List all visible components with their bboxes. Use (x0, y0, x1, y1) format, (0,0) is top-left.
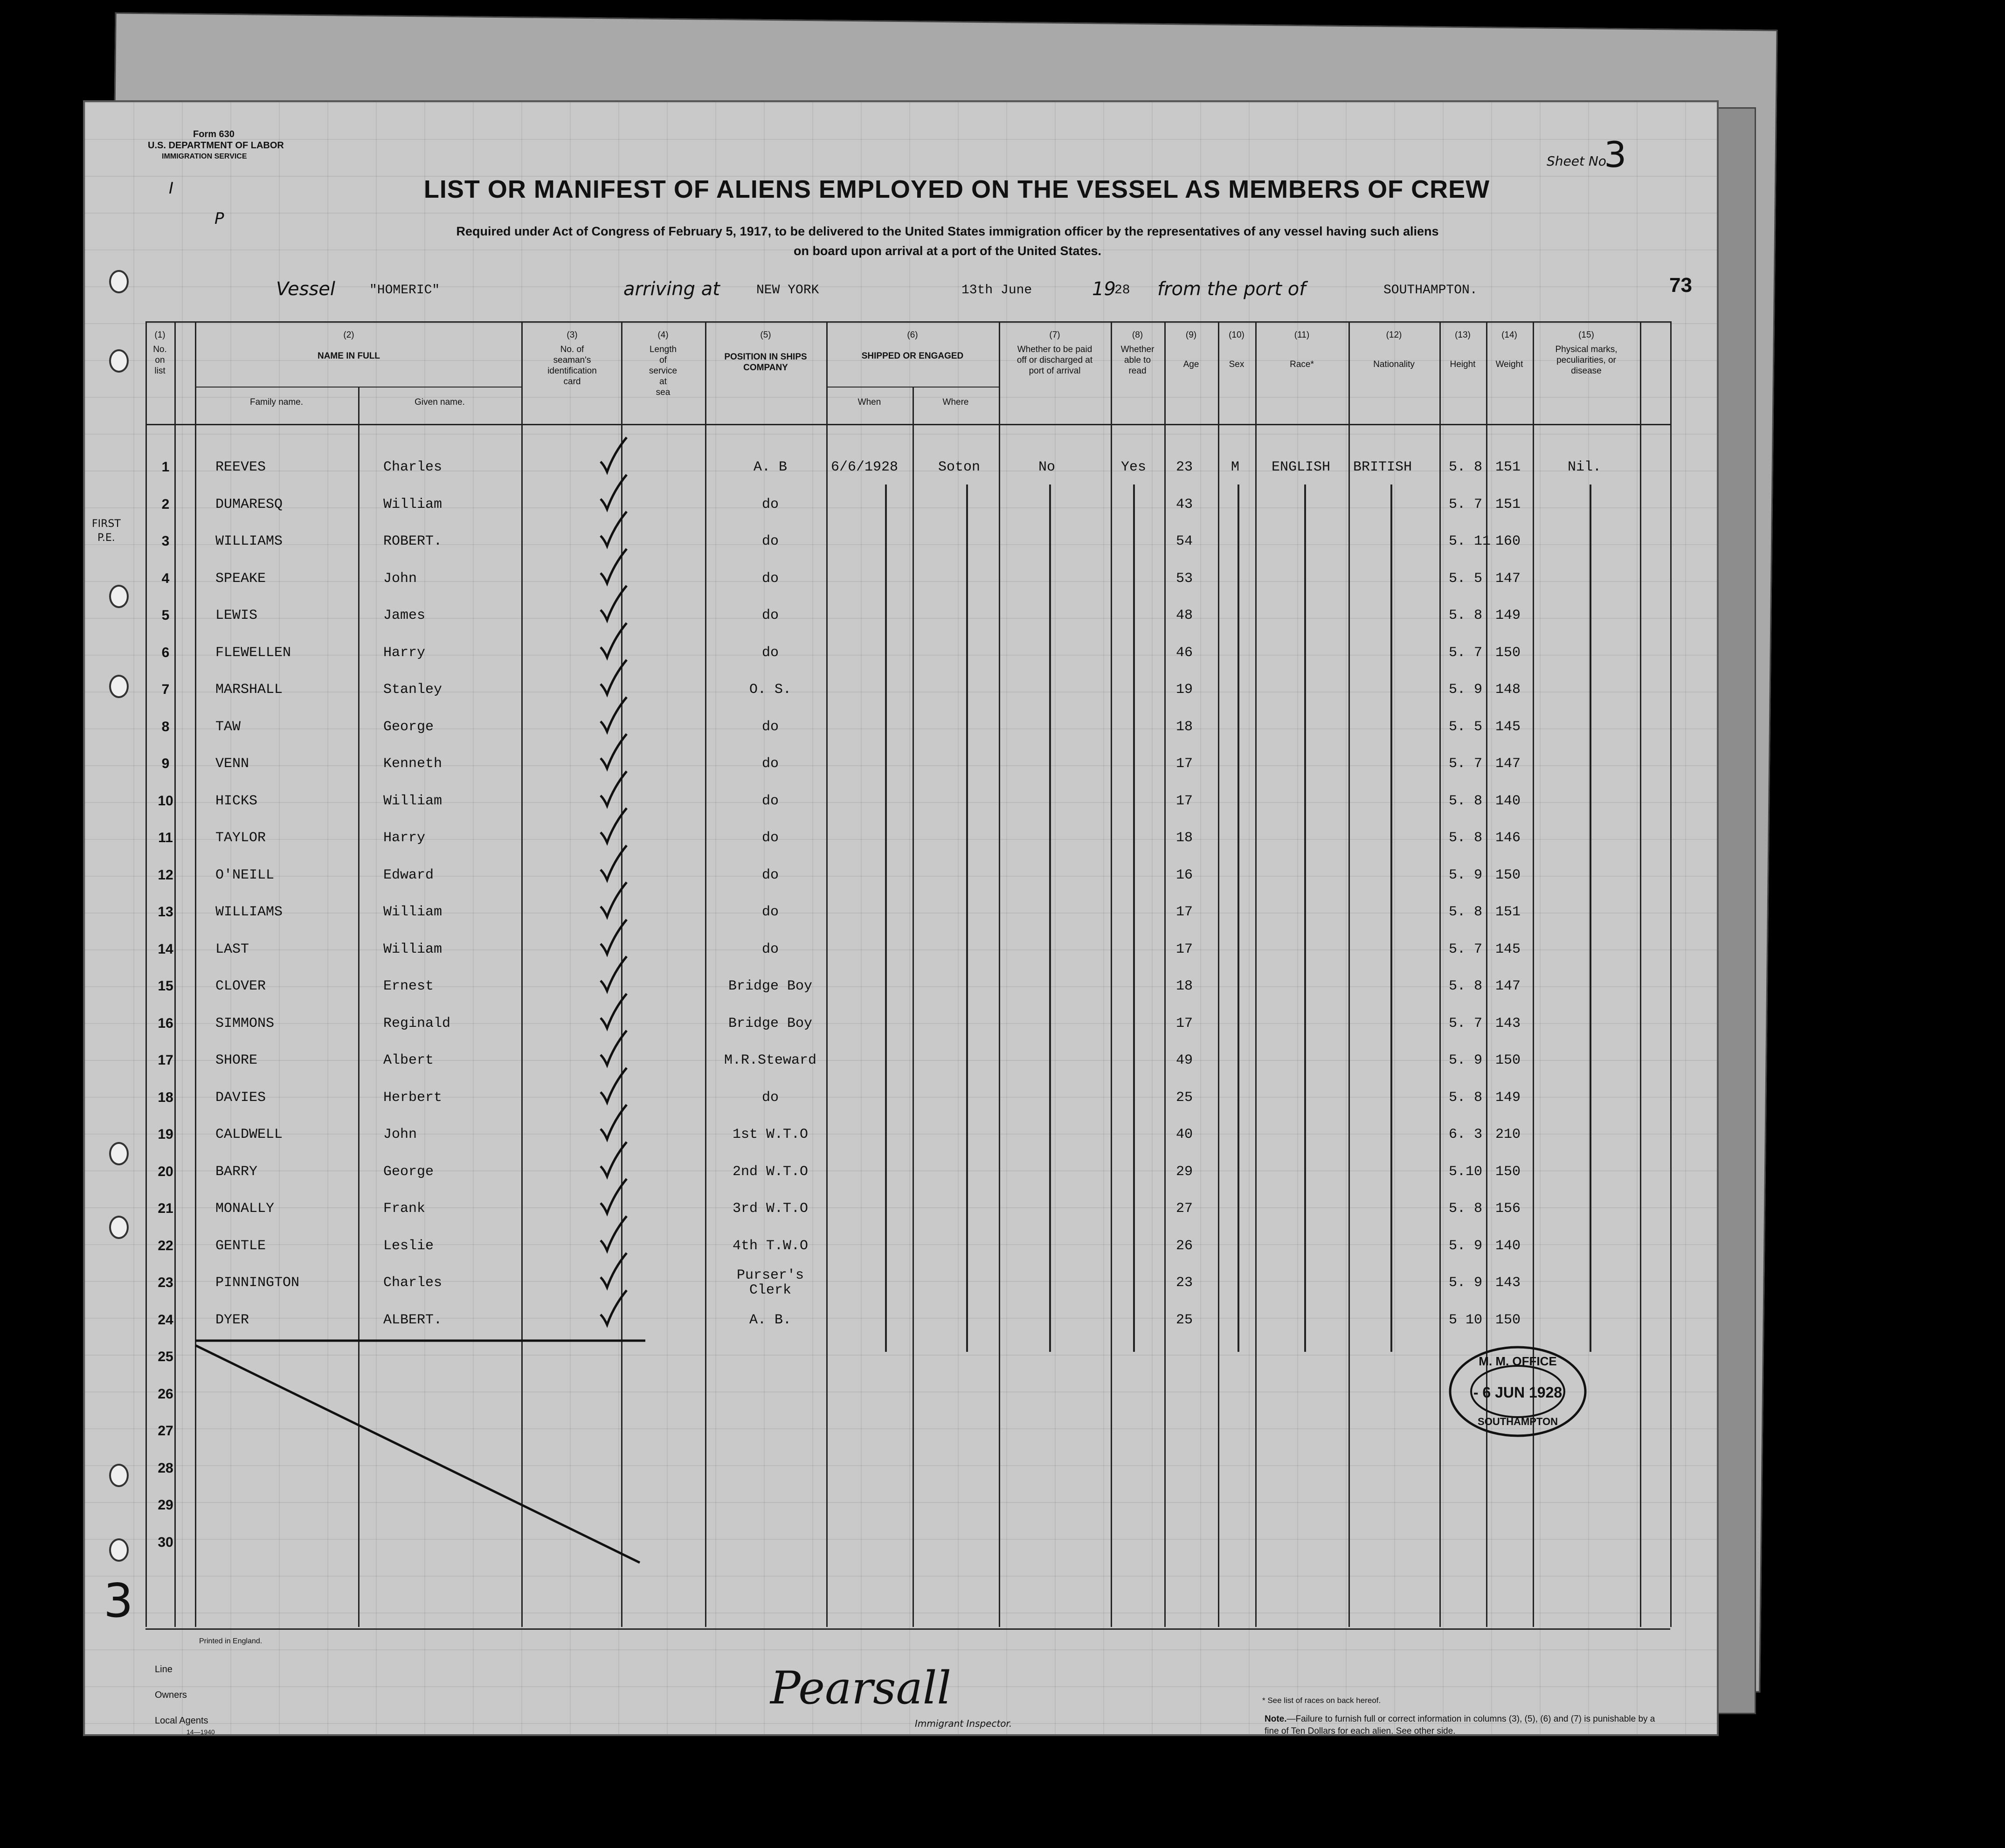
weight: 145 (1495, 719, 1521, 735)
col-num-label: (7) (1049, 330, 1060, 340)
weight: 151 (1495, 904, 1521, 920)
row-number: 29 (158, 1497, 173, 1513)
age: 17 (1176, 1015, 1193, 1031)
row-number: 25 (158, 1349, 173, 1364)
margin-note: 3 (104, 1573, 133, 1628)
given-name: George (383, 1163, 434, 1180)
col-num-label: (15) (1578, 330, 1594, 340)
position: do (761, 941, 779, 957)
weight: 150 (1495, 867, 1521, 883)
age: 29 (1176, 1163, 1193, 1180)
department: U.S. DEPARTMENT OF LABOR (148, 140, 284, 151)
margin-note: P (214, 209, 224, 228)
family-name: GENTLE (215, 1238, 266, 1254)
row1-when: 6/6/1928 (831, 459, 899, 475)
inspector-signature: Pearsall (770, 1662, 952, 1714)
row-number: 27 (158, 1423, 173, 1439)
col-label: Race* (1290, 360, 1314, 369)
from-label: from the port of (1157, 278, 1306, 300)
col-num-label: (12) (1386, 330, 1402, 340)
row-number: 14 (158, 941, 173, 957)
family-name: DUMARESQ (215, 496, 283, 512)
given-name: Leslie (383, 1238, 434, 1254)
given-name: Reginald (383, 1015, 451, 1031)
age: 18 (1176, 978, 1193, 994)
weight: 147 (1495, 756, 1521, 772)
col-label: Physical marks, peculiarities, or disease (1555, 345, 1618, 376)
family-name: WILLIAMS (215, 533, 283, 549)
col-num-label: (9) (1185, 330, 1197, 340)
from-port: SOUTHAMPTON. (1383, 283, 1478, 298)
col-header-family: Family name. (249, 397, 304, 407)
form-code: 14—1940 (187, 1728, 215, 1736)
height: 5. 5 (1449, 719, 1483, 735)
weight: 149 (1495, 608, 1521, 623)
position: A. B (753, 459, 787, 475)
given-name: Edward (383, 867, 434, 883)
col-header-where: Where (942, 397, 969, 407)
given-name: Harry (383, 644, 426, 661)
family-name: DAVIES (215, 1089, 266, 1106)
row-number: 23 (158, 1275, 173, 1290)
height: 5. 8 (1449, 608, 1483, 623)
row-number: 20 (158, 1163, 173, 1179)
row-number: 26 (158, 1386, 173, 1402)
subtitle-line-2: on board upon arrival at a port of the United States. (793, 244, 1102, 258)
col-num-label: (8) (1132, 330, 1143, 340)
row-number: 10 (158, 793, 173, 809)
row-number: 15 (158, 978, 173, 994)
age: 23 (1176, 1275, 1193, 1291)
form-number: Form 630 (193, 129, 235, 139)
age: 18 (1176, 719, 1193, 735)
row-number: 1 (161, 459, 170, 475)
weight: 147 (1495, 570, 1521, 587)
weight: 150 (1495, 1163, 1521, 1180)
col-label: POSITION IN SHIPS COMPANY (724, 352, 807, 373)
position: O. S. (749, 682, 791, 698)
col-num-label: (11) (1294, 330, 1310, 340)
weight: 151 (1495, 459, 1521, 475)
height: 5. 8 (1449, 904, 1483, 920)
arrival-date: 13th June (961, 283, 1032, 298)
position: Purser's Clerk (736, 1267, 804, 1298)
position: do (761, 533, 779, 549)
position: A. B. (749, 1312, 791, 1328)
sheet-number: 3 (1604, 134, 1627, 175)
col-label: Nationality (1373, 360, 1415, 369)
weight: 151 (1495, 496, 1521, 512)
family-name: O'NEILL (215, 867, 275, 883)
agents-label: Local Agents (155, 1716, 208, 1726)
position: Bridge Boy (728, 1015, 813, 1031)
family-name: CALDWELL (215, 1127, 283, 1142)
row1-where: Soton (938, 459, 981, 475)
family-name: TAYLOR (215, 830, 266, 846)
weight: 143 (1495, 1015, 1521, 1031)
age: 27 (1176, 1201, 1193, 1217)
margin-note: FIRST P.E. (92, 518, 121, 544)
weight: 150 (1495, 1312, 1521, 1328)
height: 5. 9 (1449, 1238, 1483, 1254)
races-note: * See list of races on back hereof. (1262, 1696, 1381, 1705)
age: 17 (1176, 941, 1193, 957)
position: 1st W.T.O (732, 1127, 809, 1142)
family-name: REEVES (215, 459, 266, 475)
line-label: Line (155, 1664, 173, 1675)
height: 5. 5 (1449, 570, 1483, 587)
row-number: 11 (158, 830, 173, 845)
family-name: PINNINGTON (215, 1275, 300, 1291)
height: 5. 8 (1449, 1089, 1483, 1106)
row-number: 30 (158, 1534, 173, 1550)
position: 2nd W.T.O (732, 1163, 809, 1180)
weight: 160 (1495, 533, 1521, 549)
row-number: 17 (158, 1052, 173, 1068)
sheet-label: Sheet No. (1547, 153, 1611, 169)
height: 5. 7 (1449, 941, 1483, 957)
age: 46 (1176, 644, 1193, 661)
position: do (761, 830, 779, 846)
weight: 147 (1495, 978, 1521, 994)
row-number: 19 (158, 1127, 173, 1142)
age: 53 (1176, 570, 1193, 587)
height: 5. 8 (1449, 978, 1483, 994)
height: 5 10 (1449, 1312, 1483, 1328)
row1-sex: M (1231, 459, 1240, 475)
stamp-bottom: SOUTHAMPTON (1478, 1416, 1558, 1427)
col-label: NAME IN FULL (317, 351, 380, 361)
given-name: Ernest (383, 978, 434, 994)
height: 5. 8 (1449, 1201, 1483, 1217)
col-num-label: (13) (1455, 330, 1471, 340)
col-label: Whether able to read (1120, 345, 1155, 376)
note-label: Note. (1265, 1714, 1287, 1724)
row1-marks: Nil. (1568, 459, 1602, 475)
position: do (761, 570, 779, 587)
given-name: Albert (383, 1052, 434, 1068)
row-number: 4 (161, 570, 170, 586)
given-name: John (383, 1127, 417, 1142)
position: 3rd W.T.O (732, 1201, 809, 1217)
given-name: William (383, 941, 442, 957)
col-num-label: (2) (343, 330, 354, 340)
height: 6. 3 (1449, 1127, 1483, 1142)
given-name: Herbert (383, 1089, 442, 1106)
penalty-note (1265, 1713, 1670, 1737)
height: 5. 8 (1449, 793, 1483, 809)
age: 48 (1176, 608, 1193, 623)
manifest-sheet (83, 100, 1719, 1736)
col-num-label: (10) (1229, 330, 1244, 340)
row-number: 28 (158, 1460, 173, 1476)
age: 49 (1176, 1052, 1193, 1068)
printed-in: Printed in England. (199, 1637, 263, 1645)
height: 5. 8 (1449, 459, 1483, 475)
col-num-label: (14) (1501, 330, 1517, 340)
family-name: HICKS (215, 793, 258, 809)
row-number: 7 (161, 682, 170, 697)
age: 17 (1176, 904, 1193, 920)
row-number: 5 (161, 608, 170, 623)
col-header-when: When (857, 397, 881, 407)
family-name: TAW (215, 719, 241, 735)
age: 17 (1176, 793, 1193, 809)
position: do (761, 719, 779, 735)
row-number: 18 (158, 1089, 173, 1105)
weight: 149 (1495, 1089, 1521, 1106)
family-name: DYER (215, 1312, 249, 1328)
position: do (761, 608, 779, 623)
margin-note: I (169, 179, 174, 198)
stamped-number: 73 (1669, 274, 1692, 297)
family-name: LAST (215, 941, 249, 957)
year-suffix: 28 (1114, 283, 1130, 298)
height: 5. 9 (1449, 682, 1483, 698)
weight: 140 (1495, 1238, 1521, 1254)
family-name: SHORE (215, 1052, 258, 1068)
row-number: 16 (158, 1015, 173, 1031)
height: 5.10 (1449, 1163, 1483, 1180)
given-name: Frank (383, 1201, 426, 1217)
row-number: 6 (161, 644, 170, 660)
service: IMMIGRATION SERVICE (162, 152, 247, 160)
given-name: James (383, 608, 426, 623)
family-name: LEWIS (215, 608, 258, 623)
position: do (761, 867, 779, 883)
col-num-label: (6) (907, 330, 918, 340)
age: 23 (1176, 459, 1193, 475)
row-number: 3 (161, 533, 170, 549)
age: 19 (1176, 682, 1193, 698)
family-name: WILLIAMS (215, 904, 283, 920)
position: do (761, 1089, 779, 1106)
height: 5. 7 (1449, 1015, 1483, 1031)
age: 26 (1176, 1238, 1193, 1254)
row-number: 8 (161, 719, 170, 734)
weight: 146 (1495, 830, 1521, 846)
given-name: Charles (383, 1275, 442, 1291)
page-title: LIST OR MANIFEST OF ALIENS EMPLOYED ON THE VESSEL AS MEMBERS OF CREW (423, 175, 1490, 203)
family-name: FLEWELLEN (215, 644, 291, 661)
office-stamp (1448, 1345, 1588, 1438)
row-number: 22 (158, 1238, 173, 1253)
age: 17 (1176, 756, 1193, 772)
arriving-label: arriving at (623, 278, 720, 300)
col-label: Age (1183, 360, 1199, 369)
position: do (761, 756, 779, 772)
given-name: Stanley (383, 682, 442, 698)
position: do (761, 793, 779, 809)
position: M.R.Steward (724, 1052, 817, 1068)
col-label: Sex (1229, 360, 1244, 369)
weight: 156 (1495, 1201, 1521, 1217)
age: 25 (1176, 1312, 1193, 1328)
family-name: MARSHALL (215, 682, 283, 698)
family-name: BARRY (215, 1163, 258, 1180)
age: 54 (1176, 533, 1193, 549)
row1-nationality: BRITISH (1353, 459, 1412, 475)
arriving-port: NEW YORK (756, 283, 819, 298)
weight: 150 (1495, 644, 1521, 661)
weight: 148 (1495, 682, 1521, 698)
given-name: ALBERT. (383, 1312, 442, 1328)
vessel-name: "HOMERIC" (369, 283, 440, 298)
height: 5. 11 (1449, 533, 1491, 549)
col-header-given: Given name. (415, 397, 465, 407)
age: 40 (1176, 1127, 1193, 1142)
family-name: VENN (215, 756, 249, 772)
position: do (761, 904, 779, 920)
col-label: SHIPPED OR ENGAGED (861, 351, 964, 361)
col-label: No. on list (153, 345, 167, 376)
col-label: Height (1450, 360, 1476, 369)
family-name: MONALLY (215, 1201, 275, 1217)
inspector-label: Immigrant Inspector. (915, 1718, 1012, 1729)
position: 4th T.W.O (732, 1238, 809, 1254)
given-name: William (383, 904, 442, 920)
weight: 145 (1495, 941, 1521, 957)
given-name: William (383, 496, 442, 512)
row1-race: ENGLISH (1272, 459, 1331, 475)
family-name: SIMMONS (215, 1015, 275, 1031)
row-number: 9 (161, 756, 170, 771)
row-number: 2 (161, 496, 170, 512)
row-number: 12 (158, 867, 173, 883)
col-label: Weight (1495, 360, 1523, 369)
family-name: CLOVER (215, 978, 266, 994)
row1-paid-off: No (1038, 459, 1056, 475)
owners-label: Owners (155, 1690, 187, 1700)
col-label: Whether to be paid off or discharged at port of arrival (1016, 345, 1093, 376)
row-number: 24 (158, 1312, 173, 1328)
row1-read: Yes (1121, 459, 1147, 475)
given-name: Kenneth (383, 756, 442, 772)
position: do (761, 496, 779, 512)
height: 5. 9 (1449, 1275, 1483, 1291)
col-label: No. of seaman's identification card (547, 345, 597, 387)
subtitle-line-1: Required under Act of Congress of February 5, 1917, to be delivered to the United States immigration officer by the representatives of any vessel having such aliens (456, 224, 1439, 238)
family-name: SPEAKE (215, 570, 266, 587)
age: 18 (1176, 830, 1193, 846)
col-num-label: (5) (760, 330, 771, 340)
col-num-label: (4) (657, 330, 669, 340)
height: 5. 7 (1449, 756, 1483, 772)
stamp-date: - 6 JUN 1928 (1473, 1384, 1563, 1401)
given-name: Charles (383, 459, 442, 475)
given-name: John (383, 570, 417, 587)
height: 5. 8 (1449, 830, 1483, 846)
height: 5. 9 (1449, 1052, 1483, 1068)
col-num-label: (1) (154, 330, 166, 340)
weight: 150 (1495, 1052, 1521, 1068)
height: 5. 7 (1449, 496, 1483, 512)
given-name: William (383, 793, 442, 809)
cancel-lines (85, 102, 1717, 1734)
row-number: 21 (158, 1201, 173, 1216)
given-name: ROBERT. (383, 533, 442, 549)
row-number: 13 (158, 904, 173, 920)
age: 43 (1176, 496, 1193, 512)
height: 5. 9 (1449, 867, 1483, 883)
col-label: Length of service at sea (649, 345, 678, 397)
age: 16 (1176, 867, 1193, 883)
note-text: —Failure to furnish full or correct information in columns (3), (5), (6) and (7) is punishable by a fine of Ten Dollars for each alien. See other side. (1265, 1714, 1655, 1736)
position: do (761, 644, 779, 661)
age: 25 (1176, 1089, 1193, 1106)
vessel-label: Vessel (276, 278, 336, 300)
given-name: Harry (383, 830, 426, 846)
given-name: George (383, 719, 434, 735)
weight: 140 (1495, 793, 1521, 809)
year-prefix: 19 (1092, 278, 1116, 300)
col-num-label: (3) (567, 330, 578, 340)
stamp-top: M. M. OFFICE (1479, 1354, 1557, 1368)
position: Bridge Boy (728, 978, 813, 994)
weight: 210 (1495, 1127, 1521, 1142)
height: 5. 7 (1449, 644, 1483, 661)
weight: 143 (1495, 1275, 1521, 1291)
